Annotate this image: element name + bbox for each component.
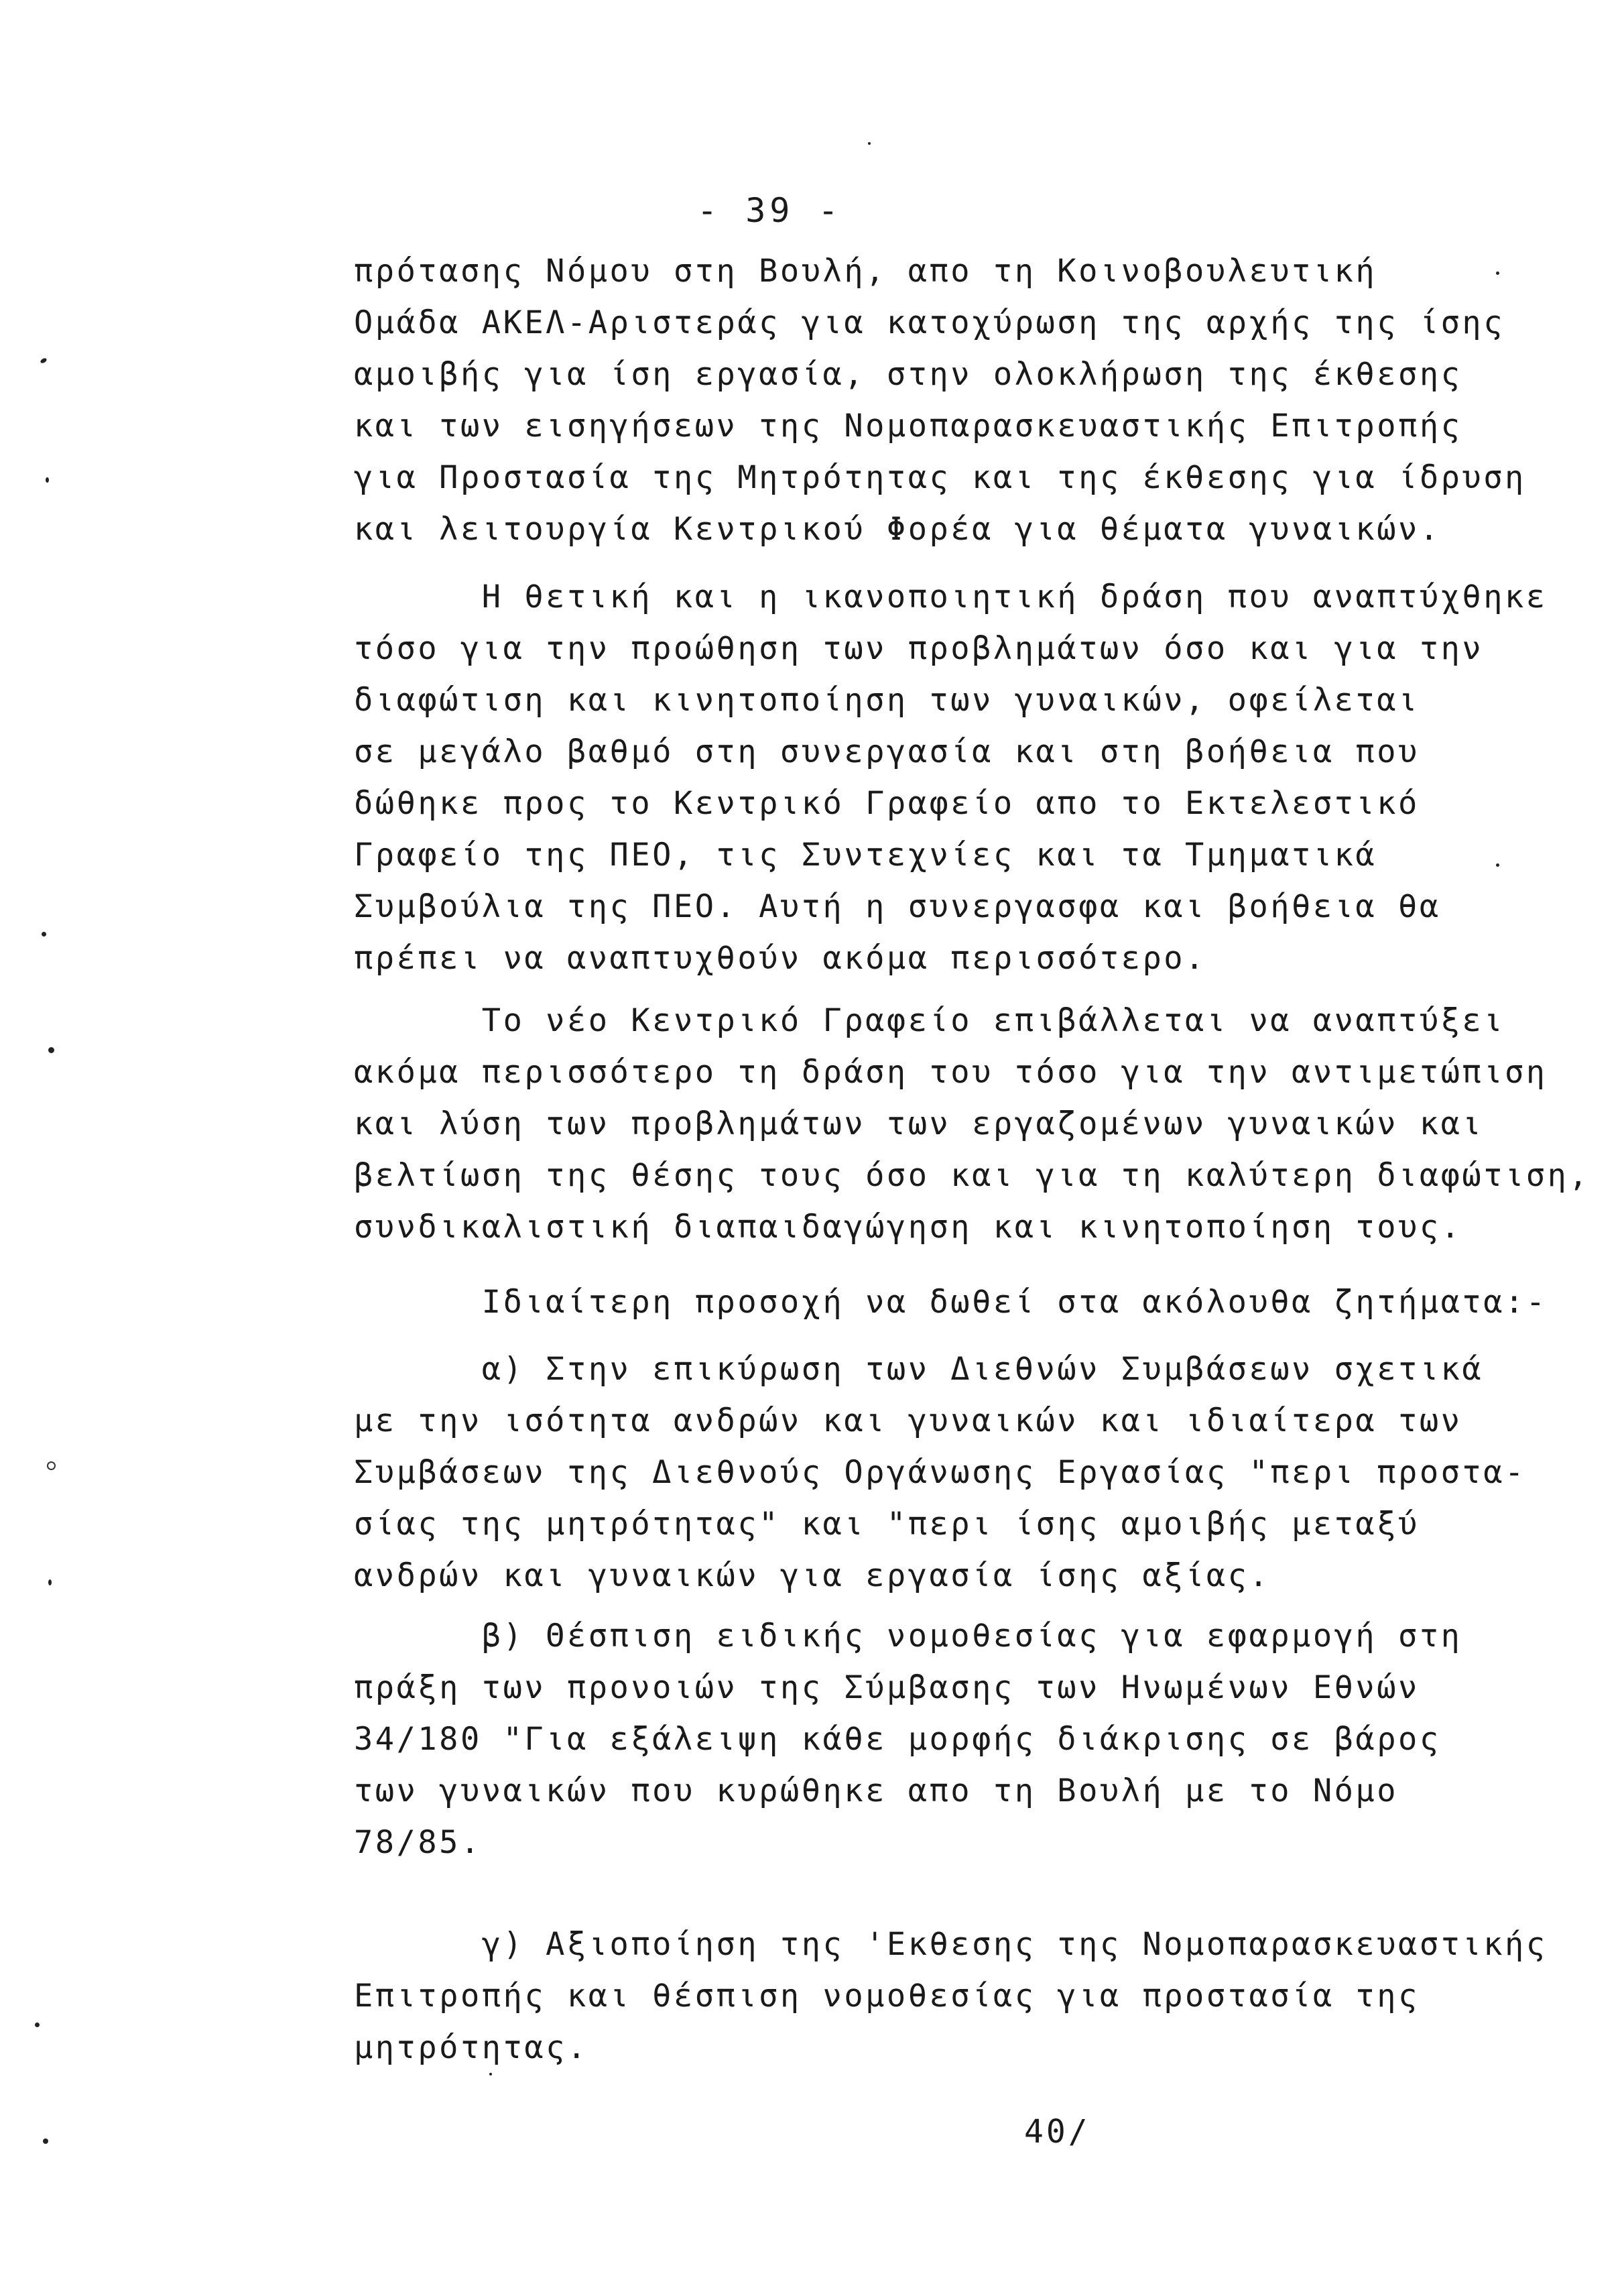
scan-speck [48,1047,54,1053]
paragraph-4 [354,1276,1560,1328]
text-line: Γραφείο της ΠΕΟ, τις Συντεχνίες και τα Τμηματικά [354,837,1377,873]
text-line: των γυναικών που κυρώθηκε απο τη Βουλή με το Νόμο [354,1772,1399,1809]
text-line: σίας της μητρότητας" και "περι ίσης αμοιβής μεταξύ [354,1506,1420,1543]
text-line: διαφώτιση και κινητοποίηση των γυναικών, οφείλεται [354,682,1420,719]
text-line: Ιδιαίτερη προσοχή να δωθεί στα ακόλουθα ζητήματα:- [354,1284,1548,1321]
text-line: πρέπει να αναπτυχθούν ακόμα περισσότερο. [354,940,1206,977]
scan-speck [47,1461,56,1470]
paragraph-1 [354,245,1560,555]
text-line: Συμβούλια της ΠΕΟ. Αυτή η συνεργασφα και βοήθεια θα [354,888,1441,925]
text-line: α) Στην επικύρωση των Διεθνών Συμβάσεων σχετικά [354,1351,1484,1388]
text-line: τόσο για την προώθηση των προβλημάτων όσο και για την [354,630,1484,667]
text-line: με την ισότητα ανδρών και γυναικών και ιδιαίτερα των [354,1402,1462,1439]
text-line: 34/180 "Για εξάλειψη κάθε μορφής διάκρισης σε βάρος [354,1721,1441,1758]
scan-speck [42,932,46,937]
text-line: γ) Αξιοποίηση της 'Εκθεσης της Νομοπαρασκευαστικής [354,1926,1548,1963]
text-line: και των εισηγήσεων της Νομοπαρασκευαστικής Επιτροπής [354,408,1462,444]
text-line: 78/85. [354,1824,482,1861]
text-line: πρότασης Νόμου στη Βουλή, απο τη Κοινοβουλευτική [354,253,1377,290]
page-number: - 39 - [697,191,842,230]
text-line: και λύση των προβλημάτων των εργαζομένων γυναικών και [354,1105,1484,1142]
text-line: για Προστασία της Μητρότητας και της έκθεσης για ίδρυση [354,459,1526,496]
text-line: βελτίωση της θέσης τους όσο και για τη καλύτερη διαφώτιση, [354,1157,1590,1194]
text-line: ανδρών και γυναικών για εργασία ίσης αξίας. [354,1557,1271,1594]
text-line: ακόμα περισσότερο τη δράση του τόσο για την αντιμετώπιση [354,1054,1548,1091]
scan-speck [46,477,49,483]
text-line: β) Θέσπιση ειδικής νομοθεσίας για εφαρμογή στη [354,1618,1462,1654]
list-item-c [354,1919,1560,2073]
scan-speck [868,142,871,145]
text-line: Η θετική και η ικανοποιητική δράση που αναπτύχθηκε [354,579,1548,615]
scan-speck [35,2023,40,2027]
list-item-a [354,1343,1560,1602]
text-line: Το νέο Κεντρικό Γραφείο επιβάλλεται να αναπτύξει [354,1002,1505,1039]
text-line: συνδικαλιστική διαπαιδαγώγηση και κινητοποίηση τους. [354,1209,1462,1246]
list-item-b [354,1610,1560,1868]
text-line: και λειτουργία Κεντρικού Φορέα για θέματα γυναικών. [354,511,1441,548]
scan-speck [1496,863,1499,867]
paragraph-3 [354,995,1590,1253]
scan-speck [489,2073,492,2075]
scan-speck [48,1579,52,1585]
next-page-reference: 40/ [1024,2113,1090,2151]
text-line: Ομάδα ΑΚΕΛ-Αριστεράς για κατοχύρωση της αρχής της ίσης [354,304,1505,341]
scan-speck [43,2138,48,2144]
scan-speck [40,357,48,364]
paragraph-2 [354,571,1560,984]
text-line: Επιτροπής και θέσπιση νομοθεσίας για προστασία της [354,1978,1420,2014]
text-line: αμοιβής για ίση εργασία, στην ολοκλήρωση της έκθεσης [354,356,1462,393]
text-line: σε μεγάλο βαθμό στη συνεργασία και στη βοήθεια που [354,733,1420,770]
scan-speck [1496,272,1499,275]
text-line: μητρότητας. [354,2029,588,2066]
text-line: Συμβάσεων της Διεθνούς Οργάνωσης Εργασίας "περι προστα- [354,1454,1526,1491]
text-line: δώθηκε προς το Κεντρικό Γραφείο απο το Εκτελεστικό [354,785,1420,822]
text-line: πράξη των προνοιών της Σύμβασης των Ηνωμένων Εθνών [354,1669,1420,1706]
